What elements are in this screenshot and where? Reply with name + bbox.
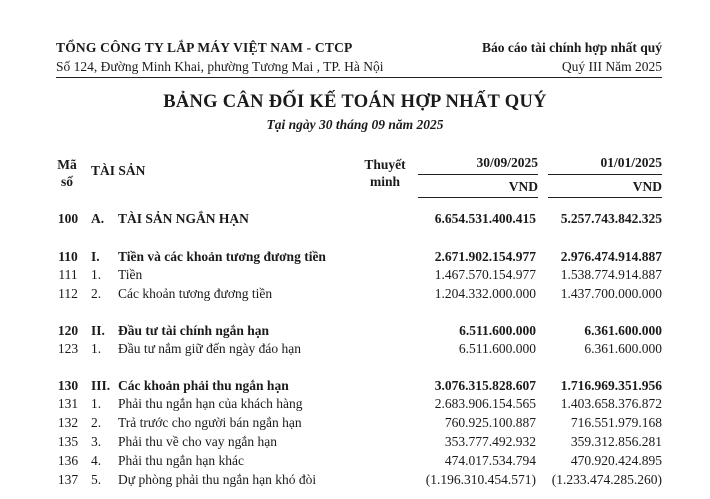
row-value-date1: (1.196.310.454.571) [425,472,536,487]
row-value-date1: 2.671.902.154.977 [434,249,536,264]
row-value-date2: (1.233.474.285.260) [551,472,662,487]
row-value-date2: 470.920.424.895 [570,453,662,468]
row-label: Đầu tư tài chính ngắn hạn [118,323,270,338]
table-row [0,285,710,303]
row-code: 112 [58,286,78,301]
row-code: 111 [58,267,78,282]
row-value-date2: 1.403.658.376.872 [560,396,662,411]
row-value-date2: 5.257.743.842.325 [560,211,662,226]
row-label: Dự phòng phải thu ngắn hạn khó đòi [118,472,317,487]
row-code: 135 [57,434,79,449]
report-type: Báo cáo tài chính hợp nhất quý [481,40,662,55]
row-label: Các khoản phải thu ngắn hạn [118,378,289,393]
table-row [0,248,710,266]
row-code: 110 [58,249,78,264]
row-index: 1. [91,341,102,356]
header-row-2 [56,59,662,78]
row-label: Đầu tư nắm giữ đến ngày đáo hạn [118,341,301,356]
unit2-label: VND [548,174,662,198]
row-label: Trả trước cho người bán ngắn hạn [118,415,302,430]
unit1-label: VND [418,174,538,198]
code-header-line2: số [60,174,73,189]
company-address: Số 124, Đường Minh Khai, phường Tương Mai , TP. Hà Nội [56,59,384,74]
table-row [0,266,710,284]
row-value-date2: 1.437.700.000.000 [560,286,662,301]
row-value-date1: 6.654.531.400.415 [434,211,536,226]
row-label: Các khoản tương đương tiền [118,286,273,301]
row-value-date1: 474.017.534.794 [444,453,536,468]
row-code: 120 [57,323,79,338]
row-value-date1: 6.511.600.000 [458,341,536,356]
row-index: 1. [91,267,102,282]
row-label: Phải thu ngắn hạn khác [118,453,244,468]
row-code: 100 [57,211,79,226]
row-code: 136 [57,453,79,468]
row-index: 1. [91,396,102,411]
table-row [0,395,710,413]
row-code: 137 [57,472,79,487]
row-value-date2: 2.976.474.914.887 [560,249,662,264]
header-row-1 [56,40,662,56]
column-header-code [56,156,78,190]
row-value-date2: 1.716.969.351.956 [560,378,662,393]
row-label: Tiền [118,267,143,282]
row-value-date2: 716.551.979.168 [570,415,662,430]
date1-label: 30/09/2025 [476,155,538,170]
row-label: Tiền và các khoản tương đương tiền [118,249,326,264]
row-index: II. [91,323,105,338]
document-header [56,40,662,78]
row-code: 131 [57,396,79,411]
row-label: TÀI SẢN NGẮN HẠN [118,211,249,226]
row-index: I. [91,249,100,264]
note-header-line2: minh [369,174,400,189]
report-period: Quý III Năm 2025 [561,59,662,74]
table-row [0,471,710,489]
table-row [0,322,710,340]
column-header-assets: TÀI SẢN [91,163,146,178]
row-value-date2: 6.361.600.000 [584,341,662,356]
table-row [0,340,710,358]
row-value-date1: 1.467.570.154.977 [434,267,536,282]
table-row [0,377,710,395]
document-subtitle: Tại ngày 30 tháng 09 năm 2025 [266,117,444,132]
table-row [0,414,710,432]
row-value-date1: 353.777.492.932 [444,434,536,449]
table-row [0,452,710,470]
row-value-date2: 359.312.856.281 [570,434,662,449]
code-header-line1: Mã [57,157,77,172]
row-index: 5. [91,472,102,487]
row-index: 2. [91,286,102,301]
date2-label: 01/01/2025 [600,155,662,170]
row-value-date2: 1.538.774.914.887 [560,267,662,282]
column-header-date1 [298,155,538,198]
row-index: 2. [91,415,102,430]
table-row [0,210,710,228]
row-value-date1: 1.204.332.000.000 [434,286,536,301]
column-header-date2 [548,155,662,198]
row-code: 132 [57,415,79,430]
row-index: 4. [91,453,102,468]
company-name: TỔNG CÔNG TY LẮP MÁY VIỆT NAM - CTCP [56,40,353,55]
row-index: 3. [91,434,102,449]
document-title: BẢNG CÂN ĐỐI KẾ TOÁN HỢP NHẤT QUÝ [163,92,547,112]
row-value-date1: 3.076.315.828.607 [434,378,536,393]
row-label: Phải thu về cho vay ngắn hạn [118,434,277,449]
row-index: A. [91,211,105,226]
row-label: Phải thu ngắn hạn của khách hàng [118,396,303,411]
note-header-line1: Thuyết [364,157,406,172]
row-value-date1: 760.925.100.887 [444,415,536,430]
row-code: 130 [57,378,79,393]
row-value-date1: 6.511.600.000 [459,323,536,338]
table-row [0,433,710,451]
row-value-date1: 2.683.906.154.565 [434,396,536,411]
row-index: III. [91,378,111,393]
row-value-date2: 6.361.600.000 [584,323,662,338]
row-code: 123 [57,341,79,356]
